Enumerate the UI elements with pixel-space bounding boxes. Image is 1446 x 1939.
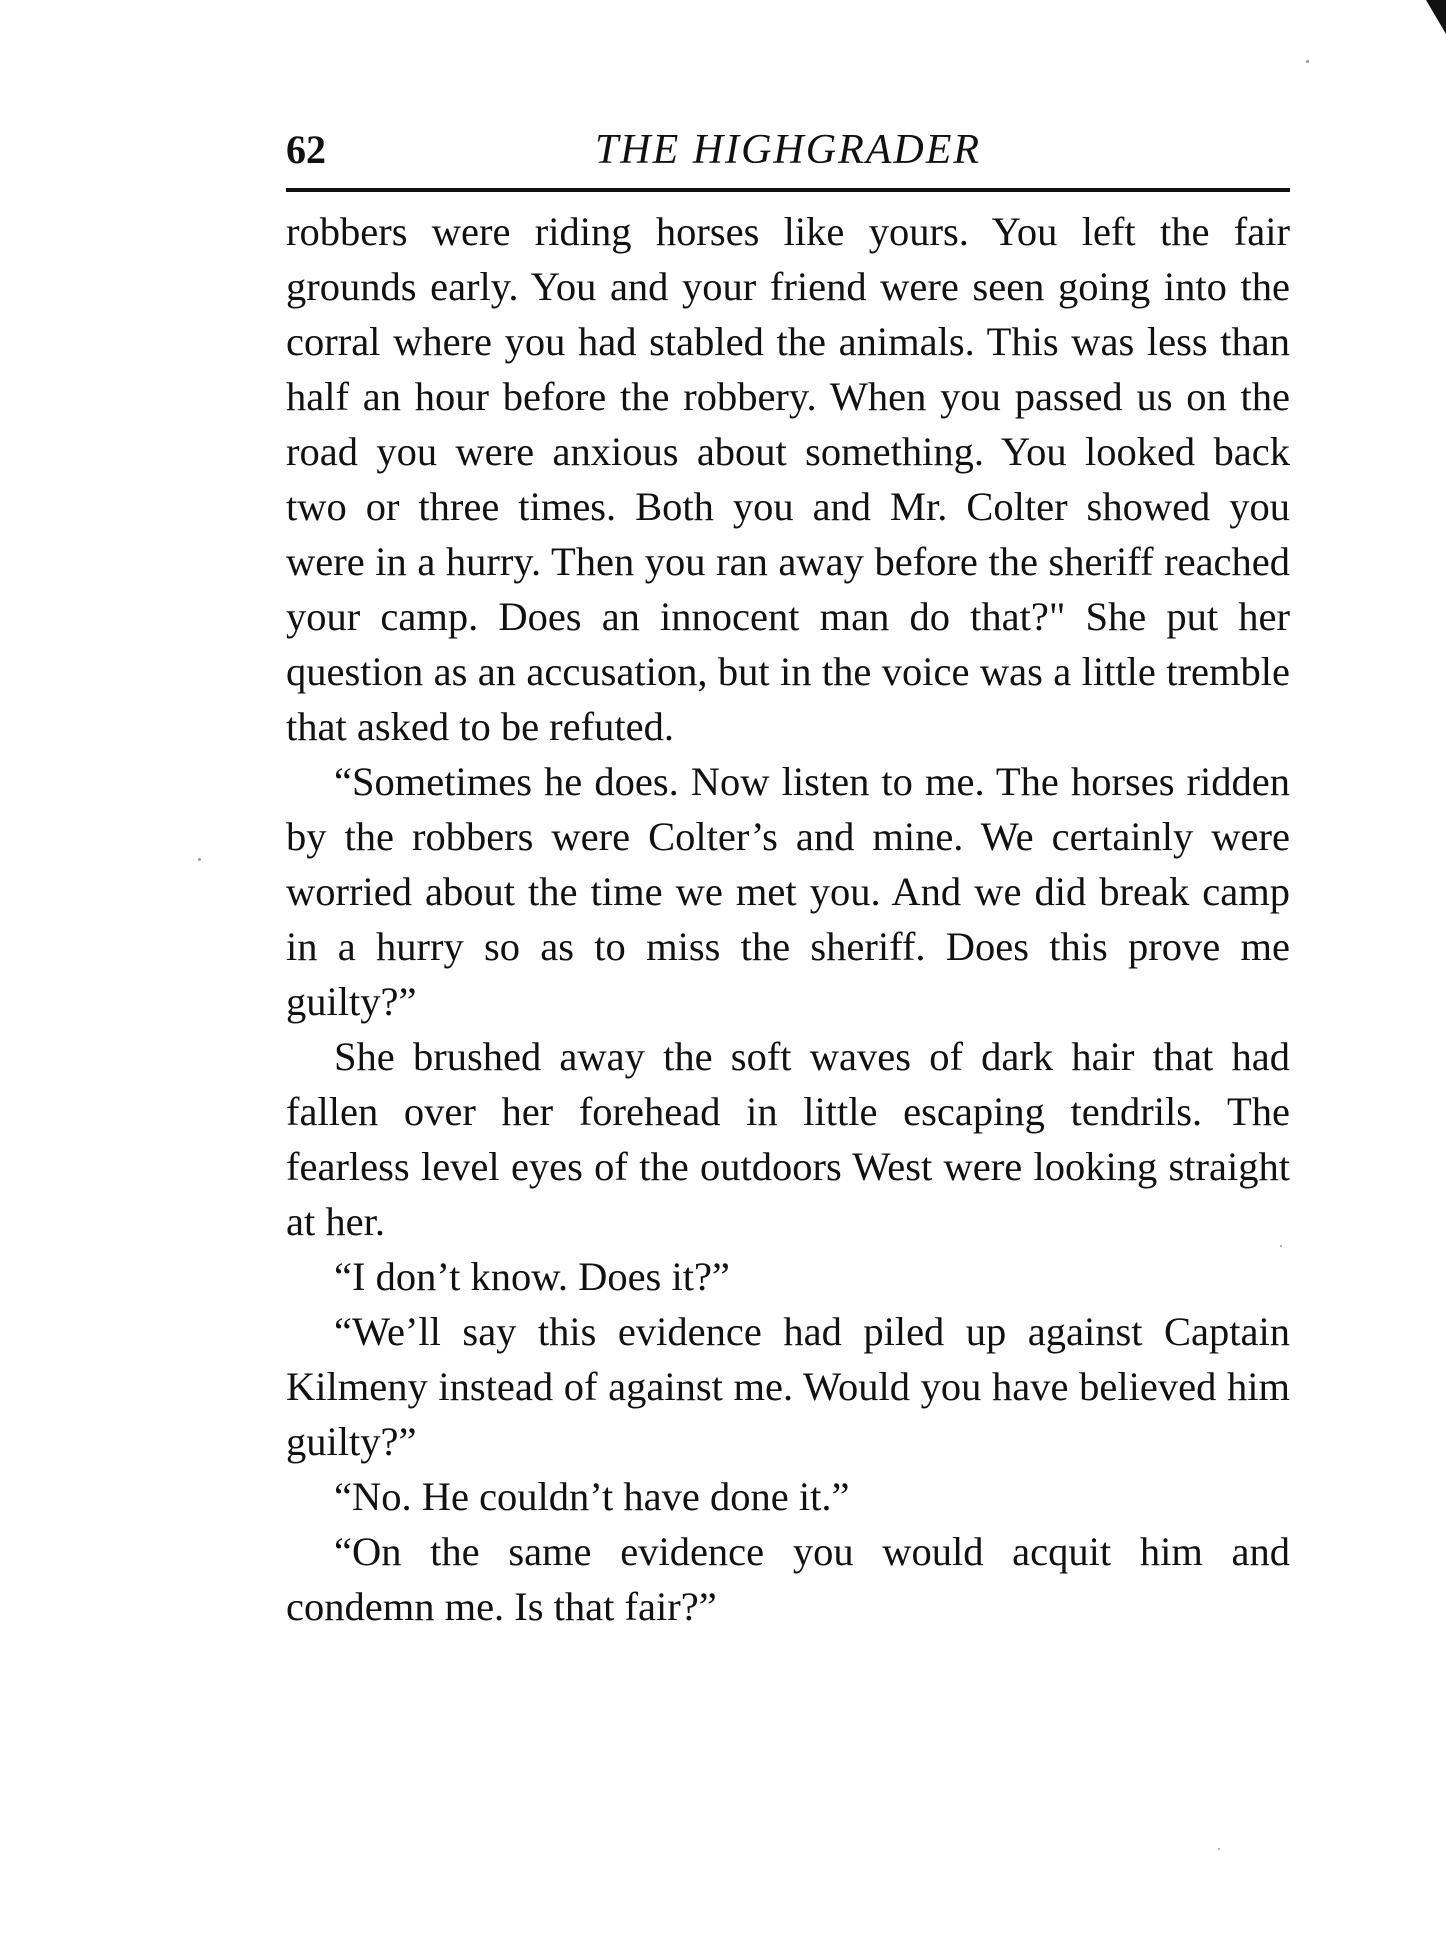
running-head	[286, 118, 1290, 178]
running-title: THE HIGHGRADER	[594, 127, 982, 173]
paragraph-6: “No. He couldn’t have done it.”	[334, 1474, 850, 1519]
paragraph-3: She brushed away the soft waves of dark hair that had fallen over her forehead in little escaping tendrils. The fearless level eyes of the outdoors West were looking straight at her.	[286, 1034, 1290, 1244]
paragraph-1: robbers were riding horses like yours. You left the fair grounds early. You and your friend were seen going into the corral where you had stabled the animals. This was less than half an hour before the robbery. When you passed us on the road you were anxious about something. You looked back two or three times. Both you and Mr. Colter showed you were in a hurry. Then you ran away before the sheriff reached your camp. Does an innocent man do that?" She put her question as an accusation, but in the voice was a little tremble that asked to be refuted.	[286, 209, 1290, 749]
paragraph-2: “Sometimes he does. Now listen to me. The horses ridden by the robbers were Colter’s and mine. We certainly were worried about the time we met you. And we did break camp in a hurry so as to miss the sheriff. Does this prove me guilty?”	[286, 759, 1290, 1024]
body-text	[286, 204, 1290, 1634]
paragraph-7: “On the same evidence you would acquit him and condemn me. Is that fair?”	[286, 1529, 1290, 1629]
page-number: 62	[286, 127, 326, 172]
scan-corner-mark	[1426, 0, 1446, 34]
book-page	[286, 118, 1290, 1634]
paragraph-5: “We’ll say this evidence had piled up against Captain Kilmeny instead of against me. Would you have believed him guilty?”	[286, 1309, 1290, 1464]
paragraph-4: “I don’t know. Does it?”	[334, 1254, 730, 1299]
header-rule	[286, 188, 1290, 192]
